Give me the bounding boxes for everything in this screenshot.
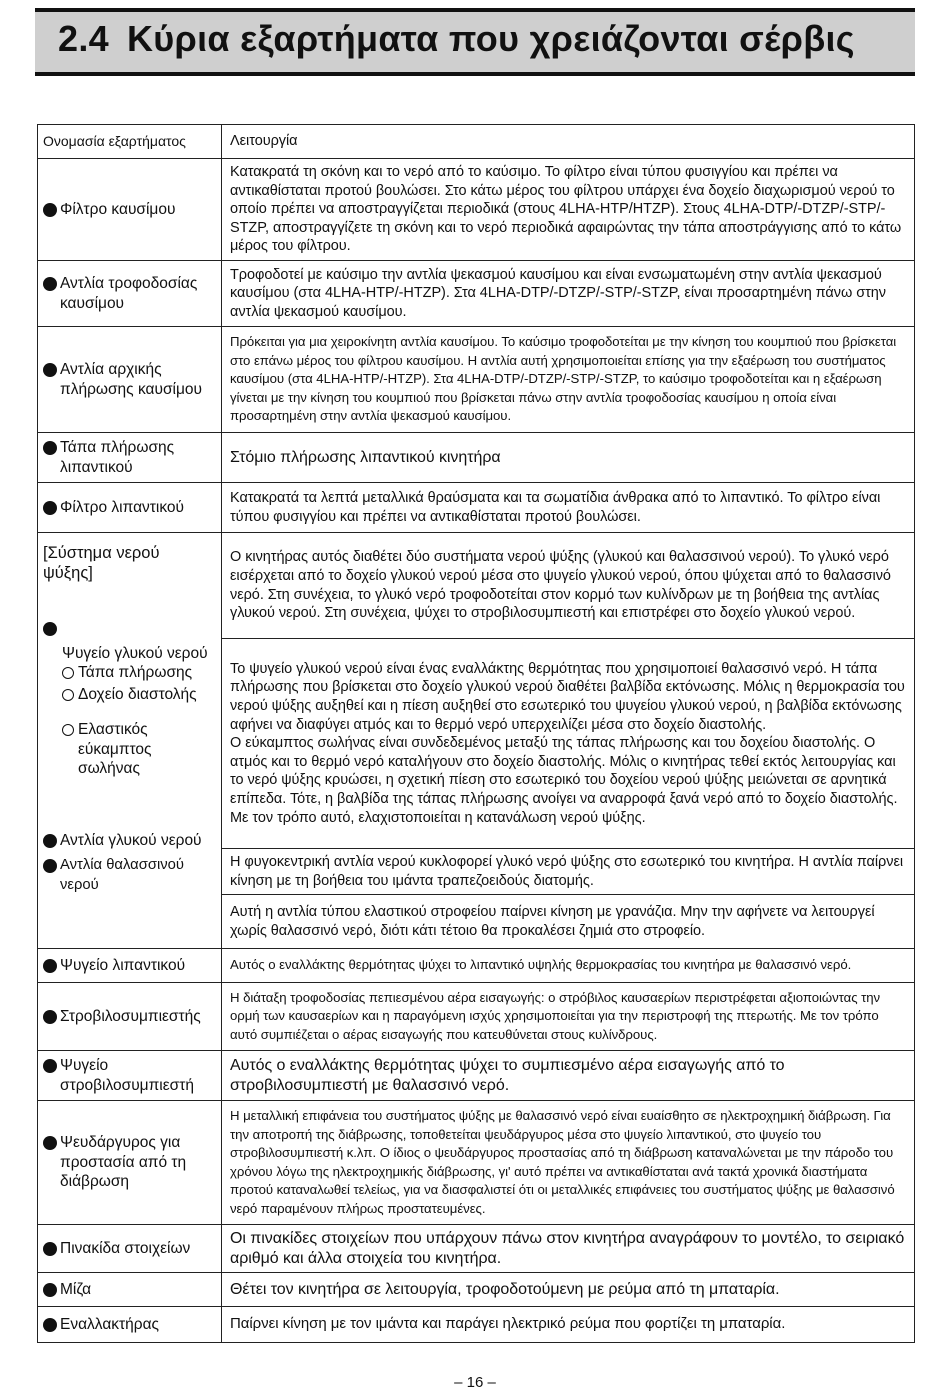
part-description: Αυτός ο εναλλάκτης θερμότητας ψύχει το συμπιεσμένο αέρα εισαγωγής από το στροβιλοσυμπιεστή με θαλασσινό νερό. xyxy=(222,1051,915,1101)
part-name: Στροβιλοσυμπιεστής xyxy=(60,1007,201,1025)
fresh-water-cooler-name: Ψυγείο γλυκού νερού xyxy=(62,644,208,662)
column-header-name: Ονομασία εξαρτήματος xyxy=(38,125,222,159)
part-description: Στόμιο πλήρωσης λιπαντικού κινητήρα xyxy=(222,433,915,483)
part-name-cell xyxy=(38,483,222,533)
sea-water-pump-description: Αυτή η αντλία τύπου ελαστικού στροφείου παίρνει κίνηση με γρανάζια. Μην την αφήνετε να λειτουργεί χωρίς θαλασσινό νερό, διότι κάτι τέτοιο θα προκαλέσει ζημιά στο στροφείο. xyxy=(222,895,915,949)
bullet-icon xyxy=(43,1059,57,1073)
part-description: Κατακρατά τη σκόνη και το νερό από το καύσιμο. Το φίλτρο είναι τύπου φυσιγγίου και πρέπει να αντικαθίσταται προτού βουλώσει. Στο κάτω μέρος του φίλτρου υπάρχει ένα δοχείο διαχωρισμού νερού το οποίο πρέπει να αποστραγγίζεται περιοδικά (στους 4LHA-HTP/HTZP). Στους 4LHA-DTP/-DTZP/-STP/-STZP, αποστραγγίζετε τη σκόνη και το νερό περιοδικά αφαιρώντας την τάπα αποστράγγισης από το κάτω μέρος του φίλτρου. xyxy=(222,159,915,261)
sea-water-pump-name: Αντλία θαλασσινού νερού xyxy=(60,857,184,893)
cooler-paragraph-2: Ο εύκαμπτος σωλήνας είναι συνδεδεμένος μεταξύ της τάπας πλήρωσης και του δοχείου διαστολής. Ο ατμός και το θερμό νερό καταλήγουν στο δοχείο διαστολής. Μόλις ο κινητήρας τεθεί εκτός λειτουργίας και το νερό ψύξης κρυώσει, η σχετική πίεση στο εσωτερικό του δοχείου νερού ψύξης μειώνεται σε αρνητικά επίπεδα. Τότε, η βαλβίδα της τάπας πλήρωσης ανοίγει να αναρροφά ξανά νερό από το δοχείο διαστολής. Με τον τρόπο αυτό, ελαχιστοποιείται η κατανάλωση νερού ψύξης. xyxy=(230,735,898,826)
part-description: Οι πινακίδες στοιχείων που υπάρχουν πάνω στον κινητήρα αναγράφουν το μοντέλο, το σειριακό αριθμό και άλλα στοιχεία του κινητήρα. xyxy=(222,1225,915,1273)
expansion-tank-label: Δοχείο διαστολής xyxy=(78,685,197,703)
table-row xyxy=(38,1051,915,1101)
page-number: – 16 – xyxy=(454,1374,496,1391)
part-name-cell xyxy=(38,159,222,261)
bullet-icon xyxy=(43,834,57,848)
bullet-icon xyxy=(43,959,57,973)
part-description: Παίρνει κίνηση με τον ιμάντα και παράγει ηλεκτρικό ρεύμα που φορτίζει τη μπαταρία. xyxy=(222,1307,915,1343)
part-name-cell xyxy=(38,1273,222,1307)
part-name: Αντλία τροφοδοσίας καυσίμου xyxy=(60,275,198,312)
part-description: Θέτει τον κινητήρα σε λειτουργία, τροφοδοτούμενη με ρεύμα από τη μπαταρία. xyxy=(222,1273,915,1307)
cooler-subitem xyxy=(62,663,213,683)
part-name-cell xyxy=(38,1225,222,1273)
bullet-icon xyxy=(43,1242,57,1256)
table-row xyxy=(38,1273,915,1307)
part-name: Φίλτρο λιπαντικού xyxy=(60,498,185,516)
part-description: Πρόκειται για μια χειροκίνητη αντλία καυσίμου. Το καύσιμο τροφοδοτείται με την κίνηση του κουμπιού που βρίσκεται στο επάνω μέρος του φίλτρου καυσίμου. Η αντλία αυτή χρησιμοποιείται επίσης για την εξαέρωση του συστήματος καυσίμου (στα 4LHA-HTP/-HTZP). Στα 4LHA-DTP/-DTZP/-STP/-STZP, το καύσιμο τροφοδοτείται και η εξαέρωση γίνεται με την κίνηση του κουμπιού που βρίσκεται πάνω στην αντλία τροφοδοσίας καυσίμου η οποία είναι προσαρτημένη στην αντλία ψεκασμού καυσίμου. xyxy=(222,327,915,433)
cooling-system-title: [Σύστημα νερού ψύξης] xyxy=(43,544,160,582)
filler-cap-label: Τάπα πλήρωσης xyxy=(78,664,193,681)
circle-icon xyxy=(62,724,74,736)
bullet-icon xyxy=(43,363,57,377)
part-name-cell xyxy=(38,1101,222,1225)
fresh-water-cooler-description xyxy=(222,639,915,849)
part-name-cell xyxy=(38,433,222,483)
table-row xyxy=(38,1101,915,1225)
table-row xyxy=(38,1225,915,1273)
part-name: Φίλτρο καυσίμου xyxy=(60,200,176,218)
page-title xyxy=(58,18,855,60)
part-name-cell xyxy=(38,1051,222,1101)
cooling-system-cell xyxy=(38,533,222,949)
table-row xyxy=(38,483,915,533)
part-name-cell xyxy=(38,1307,222,1343)
table-row xyxy=(38,261,915,327)
table-row xyxy=(38,433,915,483)
cooler-subitem xyxy=(62,720,197,779)
part-name-cell xyxy=(38,949,222,983)
cooler-paragraph-1: Το ψυγείο γλυκού νερού είναι ένας εναλλάκτης θερμότητας που χρησιμοποιεί θαλασσινό νερό. Η τάπα πλήρωσης που βρίσκεται στο δοχείο γλυκού νερού διαθέτει βαλβίδα εκτόνωσης. Μόλις η θερμοκρασία του νερού ψύξης αυξηθεί και η πίεση αυξηθεί στο εσωτερικό του ψυγείου γλυκού νερού, η βαλβίδα εκτόνωσης αφήνει να διαφύγει ατμός και το θερμό νερό υπερχειλίζει μέσα στο δοχείο διαστολής. xyxy=(230,660,905,733)
part-description: Τροφοδοτεί με καύσιμο την αντλία ψεκασμού καυσίμου και είναι ενσωματωμένη στην αντλία ψεκασμού καυσίμου (στα 4LHA-HTP/-HTZP). Στα 4LHA-DTP/-DTZP/-STP/-STZP, είναι προσαρτημένη πάνω στην αντλία ψεκασμού καυσίμου. xyxy=(222,261,915,327)
part-description: Η διάταξη τροφοδοσίας πεπιεσμένου αέρα εισαγωγής: ο στρόβιλος καυσαερίων περιστρέφεται αξιοποιώντας την ορμή των καυσαερίων και η παραγόμενη ισχύς χρησιμοποιείται για την περιστροφή της πτερωτής. Με τον τρόπο αυτό συμπιέζεται ο αέρας εισαγωγής που κατευθύνεται στους κυλίνδρους. xyxy=(222,983,915,1051)
table-header-row xyxy=(38,125,915,159)
part-name: Εναλλακτήρας xyxy=(60,1315,160,1333)
fresh-water-pump-description: Η φυγοκεντρική αντλία νερού κυκλοφορεί γλυκό νερό ψύξης στο εσωτερικό του κινητήρα. Η αντλία παίρνει κίνηση με τη βοήθεια του ιμάντα τραπεζοειδούς διατομής. xyxy=(222,849,915,895)
table-row xyxy=(38,327,915,433)
bullet-icon xyxy=(43,277,57,291)
bullet-icon xyxy=(43,203,57,217)
table-row xyxy=(38,533,915,639)
table-row xyxy=(38,949,915,983)
part-description: Κατακρατά τα λεπτά μεταλλικά θραύσματα και τα σωματίδια άνθρακα από το λιπαντικό. Το φίλτρο είναι τύπου φυσιγγίου και πρέπει να αντικαθίσταται προτού βουλώσει. xyxy=(222,483,915,533)
cooler-subitem xyxy=(62,685,213,705)
fresh-water-pump-name: Αντλία γλυκού νερού xyxy=(60,831,202,849)
circle-icon xyxy=(62,667,74,679)
part-name: Πινακίδα στοιχείων xyxy=(60,1239,191,1257)
bullet-icon xyxy=(43,1318,57,1332)
part-name: Αντλία αρχικής πλήρωσης καυσίμου xyxy=(60,361,202,398)
part-name: Ψυγείο στροβιλοσυμπιεστή xyxy=(60,1057,194,1094)
parts-table xyxy=(37,124,915,1343)
table-row xyxy=(38,159,915,261)
cooling-intro-description: Ο κινητήρας αυτός διαθέτει δύο συστήματα νερού ψύξης (γλυκού και θαλασσινού νερού). Το γλυκό νερό εισέρχεται από το δοχείο γλυκού νερού μέσα στο ψυγείο γλυκού νερού, όπου ψύχεται από το θαλασσινό νερό. Στη συνέχεια, το γλυκό νερό τροφοδοτείται στον κορμό των κυλίνδρων με τη βοήθεια της αντλίας γλυκού νερού. Στη συνέχεια, ψύχει το στροβιλοσυμπιεστή και επιστρέφει στο δοχείο γλυκού νερού. xyxy=(222,533,915,639)
fw-pump-item xyxy=(43,831,213,851)
part-name: Μίζα xyxy=(60,1280,92,1298)
bullet-icon xyxy=(43,1136,57,1150)
part-name: Τάπα πλήρωσης λιπαντικού xyxy=(60,439,175,476)
part-name-cell xyxy=(38,261,222,327)
part-description: Αυτός ο εναλλάκτης θερμότητας ψύχει το λιπαντικό υψηλής θερμοκρασίας του κινητήρα με θαλασσινό νερό. xyxy=(222,949,915,983)
table-row xyxy=(38,983,915,1051)
part-name-cell xyxy=(38,327,222,433)
part-description: Η μεταλλική επιφάνεια του συστήματος ψύξης με θαλασσινό νερό είναι ευαίσθητο σε ηλεκτροχημική διάβρωση. Για την αποτροπή της διάβρωσης, τοποθετείται ψευδάργυρος μέσα στο ψυγείο λιπαντικού, στο ψυγείο του στροβιλοσυμπιεστή κ.λπ. Ο ίδιος ο ψευδάργυρος προστασίας από τη διάβρωση καταναλώνεται με την πάροδο του χρόνου λόγω της ηλεκτροχημικής διάβρωσης, γι' αυτό πρέπει να αντικαθίσταται ανά τακτά χρονικά διαστήματα προτού καταναλωθεί τελείως, για να διασφαλιστεί ότι οι μεταλλικές επιφάνειες του συστήματος ψύξης με θαλασσινό νερό παραμένουν πλήρως προστατευμένες. xyxy=(222,1101,915,1225)
table-row xyxy=(38,1307,915,1343)
part-name: Ψευδάργυρος για προστασία από τη διάβρωση xyxy=(60,1134,187,1191)
cooler-bullet xyxy=(43,619,213,642)
part-name: Ψυγείο λιπαντικού xyxy=(60,956,186,974)
circle-icon xyxy=(62,689,74,701)
bullet-icon xyxy=(43,441,57,455)
bullet-icon xyxy=(43,1010,57,1024)
bullet-icon xyxy=(43,1283,57,1297)
part-name-cell xyxy=(38,983,222,1051)
section-title: Κύρια εξαρτήματα που χρειάζονται σέρβις xyxy=(126,18,855,59)
sw-pump-item xyxy=(43,856,213,895)
bullet-icon xyxy=(43,622,57,636)
bullet-icon xyxy=(43,859,57,873)
bullet-icon xyxy=(43,501,57,515)
rubber-hose-label: Ελαστικός εύκαμπτος σωλήνας xyxy=(78,721,152,777)
section-number: 2.4 xyxy=(58,18,109,59)
column-header-function: Λειτουργία xyxy=(222,125,915,159)
